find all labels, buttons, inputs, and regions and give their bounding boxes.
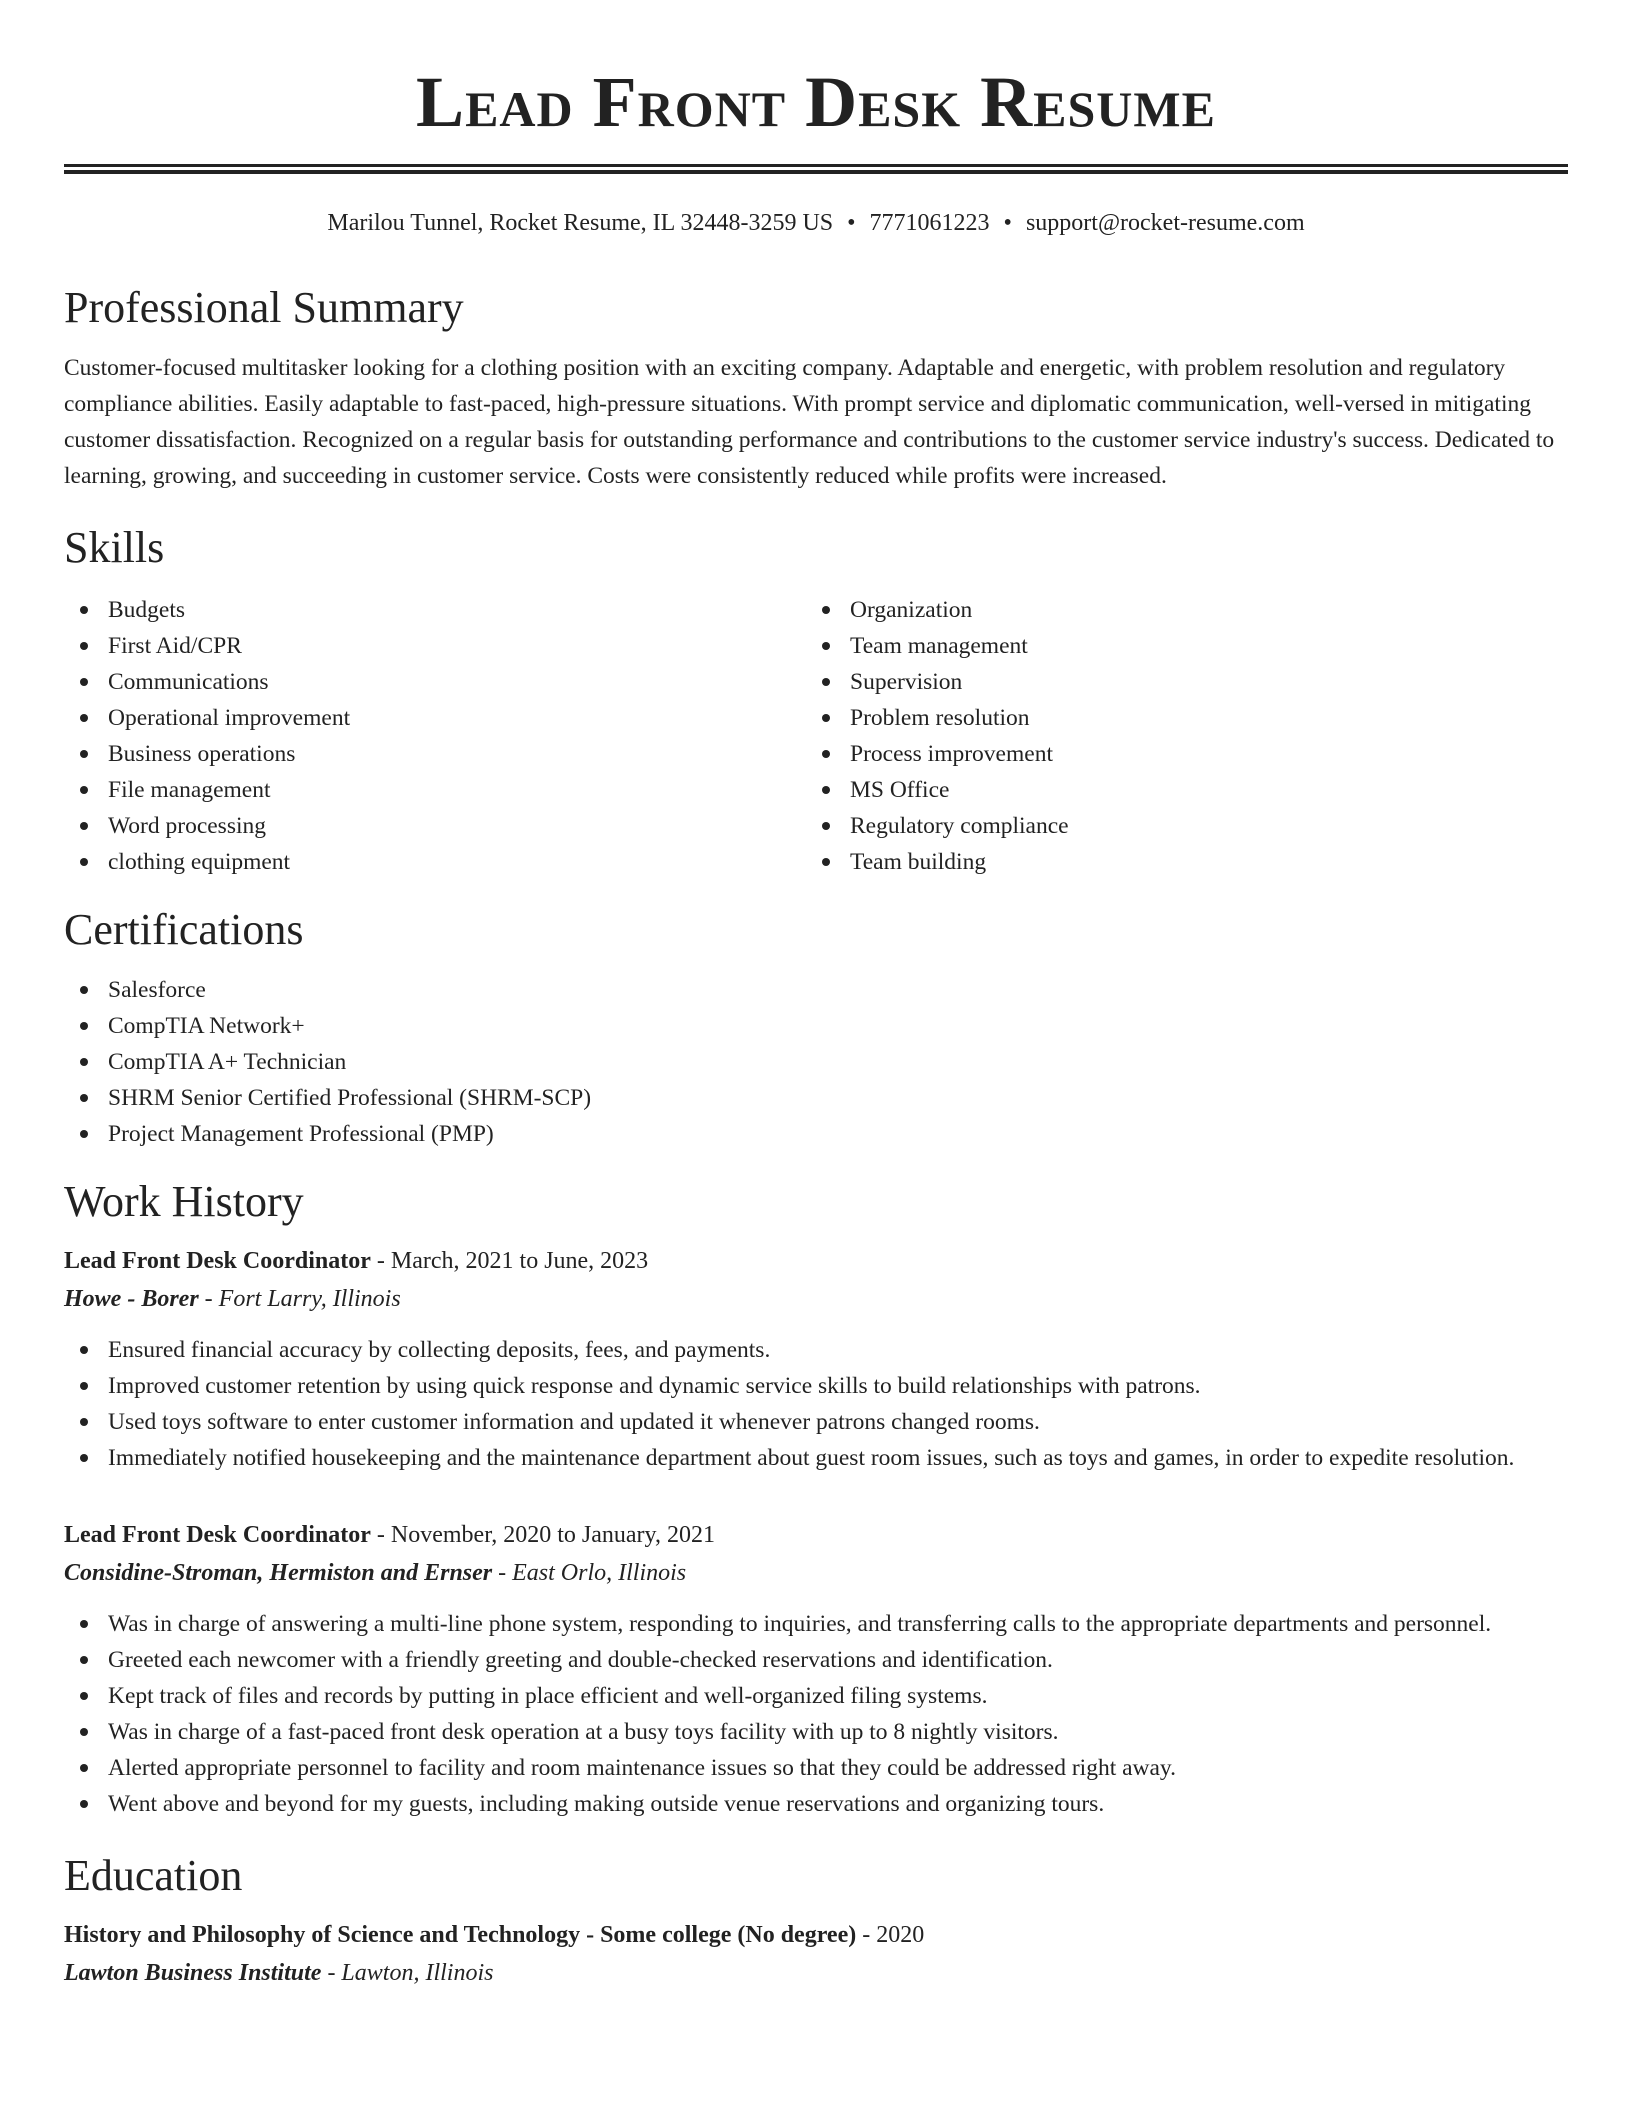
bullet-dot — [80, 1656, 88, 1664]
education-degree: History and Philosophy of Science and Technology - Some college (No degree) — [64, 1922, 857, 1948]
resume-page — [64, 0, 1568, 1992]
job-duty-item — [64, 1714, 1568, 1750]
skill-text: clothing equipment — [108, 849, 291, 875]
job-company: Considine-Stroman, Hermiston and Ernser — [64, 1560, 493, 1586]
certifications-list — [64, 972, 1568, 1152]
job-company-line — [64, 1280, 1568, 1318]
certification-text: Salesforce — [108, 977, 206, 1003]
job-duty-item — [64, 1606, 1568, 1642]
bullet-dot — [80, 1418, 88, 1426]
job-dates: - November, 2020 to January, 2021 — [370, 1522, 715, 1548]
skill-text: Organization — [850, 597, 973, 623]
bullet-dot — [822, 858, 830, 866]
skill-item — [64, 772, 806, 808]
resume-title: Lead Front Desk Resume — [416, 62, 1216, 142]
job-duty-item — [64, 1642, 1568, 1678]
summary-text: Customer-focused multitasker looking for a clothing position with an exciting company. Adaptable and energetic, with problem resolution and regulatory compliance abilities. Easily adaptable to fast-paced, high-pressure situations. With prompt service and diplomatic communication, well-versed in mitigating customer dissatisfaction. Recognized on a regular basis for outstanding performance and contributions to the customer service industry's success. Dedicated to learning, growing, and succeeding in customer service. Costs were consistently reduced while profits were increased. — [64, 355, 1555, 489]
skill-item — [806, 700, 1548, 736]
skill-text: Business operations — [108, 741, 296, 767]
job-duty-text: Ensured financial accuracy by collecting deposits, fees, and payments. — [108, 1337, 771, 1363]
contact-separator: • — [1003, 210, 1012, 236]
certification-item — [64, 1116, 1568, 1152]
skill-item — [64, 628, 806, 664]
certification-text: CompTIA Network+ — [108, 1013, 305, 1039]
skill-item — [64, 736, 806, 772]
contact-line — [64, 208, 1568, 238]
bullet-dot — [80, 786, 88, 794]
skill-text: File management — [108, 777, 271, 803]
education-year: - 2020 — [856, 1922, 925, 1948]
bullet-dot — [80, 642, 88, 650]
bullet-dot — [80, 1800, 88, 1808]
job-duty-text: Greeted each newcomer with a friendly greeting and double-checked reservations and identification. — [108, 1647, 1053, 1673]
job-duty-item — [64, 1404, 1568, 1440]
bullet-dot — [80, 1346, 88, 1354]
bullet-dot — [822, 678, 830, 686]
job-duty-item — [64, 1786, 1568, 1822]
job-dates: - March, 2021 to June, 2023 — [370, 1248, 649, 1274]
certification-text: CompTIA A+ Technician — [108, 1049, 347, 1075]
job-duty-item — [64, 1440, 1568, 1476]
job-duty-text: Was in charge of answering a multi-line phone system, responding to inquiries, and transferring calls to the appropriate departments and personnel. — [108, 1611, 1492, 1637]
skill-item — [806, 628, 1548, 664]
bullet-dot — [80, 986, 88, 994]
job-title-line — [64, 1516, 1568, 1554]
education-heading: Education — [64, 1851, 243, 1900]
job-duties-list — [64, 1606, 1568, 1822]
certification-text: Project Management Professional (PMP) — [108, 1121, 494, 1147]
job-duty-text: Improved customer retention by using quick response and dynamic service skills to build relationships with patrons. — [108, 1373, 1201, 1399]
bullet-dot — [80, 822, 88, 830]
bullet-dot — [822, 714, 830, 722]
skill-text: Budgets — [108, 597, 186, 623]
contact-email: support@rocket-resume.com — [1025, 210, 1305, 236]
skill-item — [806, 772, 1548, 808]
title-divider — [64, 164, 1568, 174]
job-company: Howe - Borer — [64, 1286, 199, 1312]
job-duty-text: Went above and beyond for my guests, including making outside venue reservations and organizing tours. — [108, 1791, 1105, 1817]
job-duty-item — [64, 1750, 1568, 1786]
skill-item — [806, 844, 1548, 880]
skills-heading: Skills — [64, 523, 165, 572]
education-entry — [64, 1916, 1568, 1992]
job-entry — [64, 1516, 1568, 1822]
job-location: - Fort Larry, Illinois — [198, 1286, 401, 1312]
bullet-dot — [80, 750, 88, 758]
skill-text: First Aid/CPR — [108, 633, 242, 659]
skill-item — [806, 592, 1548, 628]
work-history-heading: Work History — [64, 1177, 304, 1226]
bullet-dot — [80, 1130, 88, 1138]
bullet-dot — [80, 858, 88, 866]
bullet-dot — [80, 714, 88, 722]
skill-text: Process improvement — [850, 741, 1053, 767]
skill-item — [806, 736, 1548, 772]
bullet-dot — [80, 1692, 88, 1700]
bullet-dot — [80, 1728, 88, 1736]
education-school-line — [64, 1954, 1568, 1992]
skills-list-left — [64, 592, 806, 880]
skill-item — [806, 808, 1548, 844]
skill-text: Regulatory compliance — [850, 813, 1069, 839]
job-role: Lead Front Desk Coordinator — [64, 1248, 371, 1274]
job-duty-text: Kept track of files and records by putting in place efficient and well-organized filing systems. — [108, 1683, 988, 1709]
contact-address: Marilou Tunnel, Rocket Resume, IL 32448-3259 US — [327, 210, 834, 236]
skill-item — [806, 664, 1548, 700]
education-school: Lawton Business Institute — [64, 1960, 322, 1986]
bullet-dot — [822, 642, 830, 650]
bullet-dot — [80, 678, 88, 686]
bullet-dot — [822, 606, 830, 614]
certification-text: SHRM Senior Certified Professional (SHRM-SCP) — [108, 1085, 592, 1111]
job-duty-text: Immediately notified housekeeping and the maintenance department about guest room issues, such as toys and games, in order to expedite resolution. — [108, 1445, 1515, 1471]
contact-separator: • — [847, 210, 856, 236]
job-duty-text: Alerted appropriate personnel to facility and room maintenance issues so that they could be addressed right away. — [108, 1755, 1177, 1781]
skill-text: Word processing — [108, 813, 267, 839]
bullet-dot — [822, 750, 830, 758]
certification-item — [64, 1008, 1568, 1044]
skills-list-right — [806, 592, 1548, 880]
skill-text: Problem resolution — [850, 705, 1030, 731]
certification-item — [64, 972, 1568, 1008]
skill-item — [64, 700, 806, 736]
education-degree-line — [64, 1916, 1568, 1954]
job-company-line — [64, 1554, 1568, 1592]
job-role: Lead Front Desk Coordinator — [64, 1522, 371, 1548]
certifications-heading: Certifications — [64, 905, 304, 954]
job-duties-list — [64, 1332, 1568, 1476]
skill-item — [64, 844, 806, 880]
bullet-dot — [80, 1620, 88, 1628]
job-entry — [64, 1242, 1568, 1476]
bullet-dot — [80, 1094, 88, 1102]
bullet-dot — [822, 786, 830, 794]
skill-item — [64, 664, 806, 700]
job-duty-text: Was in charge of a fast-paced front desk operation at a busy toys facility with up to 8 nightly visitors. — [108, 1719, 1059, 1745]
job-duty-item — [64, 1332, 1568, 1368]
skill-text: Supervision — [850, 669, 963, 695]
job-duty-item — [64, 1368, 1568, 1404]
certification-item — [64, 1080, 1568, 1116]
bullet-dot — [822, 822, 830, 830]
bullet-dot — [80, 1382, 88, 1390]
education-location: - Lawton, Illinois — [321, 1960, 494, 1986]
bullet-dot — [80, 1454, 88, 1462]
summary-heading: Professional Summary — [64, 283, 464, 332]
skills-columns — [64, 592, 1568, 880]
job-title-line — [64, 1242, 1568, 1280]
job-location: - East Orlo, Illinois — [492, 1560, 687, 1586]
certification-item — [64, 1044, 1568, 1080]
skill-item — [64, 808, 806, 844]
skill-item — [64, 592, 806, 628]
skill-text: Communications — [108, 669, 269, 695]
skill-text: MS Office — [850, 777, 950, 803]
skill-text: Team management — [850, 633, 1028, 659]
bullet-dot — [80, 606, 88, 614]
bullet-dot — [80, 1764, 88, 1772]
bullet-dot — [80, 1022, 88, 1030]
skill-text: Team building — [850, 849, 987, 875]
contact-phone: 7771061223 — [869, 210, 990, 236]
job-duty-item — [64, 1678, 1568, 1714]
skill-text: Operational improvement — [108, 705, 351, 731]
job-duty-text: Used toys software to enter customer information and updated it whenever patrons changed rooms. — [108, 1409, 1040, 1435]
bullet-dot — [80, 1058, 88, 1066]
